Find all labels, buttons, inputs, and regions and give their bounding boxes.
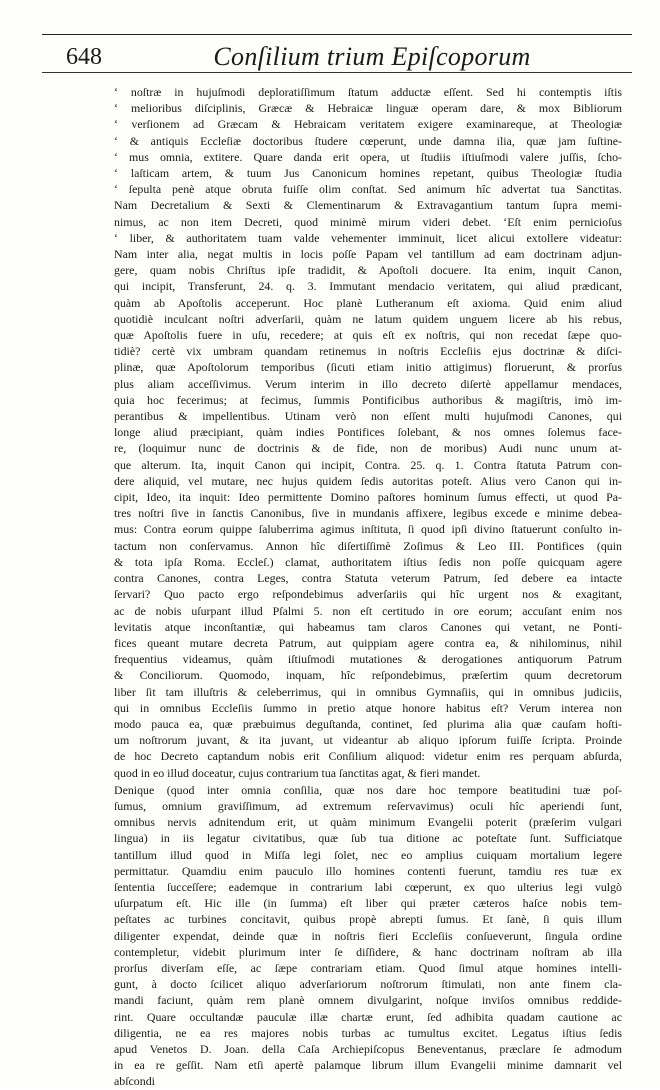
text-line: ‘ liber, & authoritatem tuam valde vehementer imminuit, licet alicui extollere videatur: (114, 230, 622, 245)
text-line: Nam inter alia, negat multis in locis poſſe Papam vel tantillum ad eam doctrinam adjun- (114, 247, 622, 262)
text-line: plus aliam acceſſivimus. Verum interim in illo decreto diſertè appellamur mendaces, (114, 376, 622, 391)
text-line: ‘ laſticam artem, & tuum Jus Canonicum homines repetant, quibus Theologiæ ſtudia (114, 166, 622, 181)
text-line: ſervari? Quo pacto ergo reſpondebimus adverſariis qui hîc urgent nos & exagitant, (114, 587, 622, 602)
text-line: diligentia, ne ea res majores nobis turbas ac tumultus excitet. Legatus iſtius ſedis (114, 1025, 622, 1040)
text-line: quia hoc fecerimus; at fecimus, ſummis Pontificibus authoribus & magiſtris, imò im- (114, 392, 622, 407)
text-line: omnibus nervis adnitendum erit, ut quàm minimum Evangelii poterit (præſerim vulgari (114, 815, 622, 830)
text-line: in ea re geſſit. Nam etſi apertè palamque librum illum Evangelii minime damnarit vel (114, 1058, 622, 1073)
text-line: ‘ noſtræ in hujuſmodi deploratiſſimum ſtatum adductæ eſſent. Sed hi contemptis iſtis (114, 85, 622, 99)
text-line: & Conciliorum. Quomodo, inquam, hîc reſpondebimus, præſertim quum decretorum (114, 668, 622, 683)
text-line: ſententia ſucceſſere; eademque in contrarium labi cœperunt, ex quo ulterius legi vulgò (114, 879, 622, 894)
text-line: ‘ verſionem ad Græcam & Hebraicam veritatem exigere examinareque, at Theologiæ (114, 117, 622, 132)
text-line: rint. Quare occultandæ pauculæ illæ chartæ erunt, ſed adhibita quadam cautione ac (114, 1009, 622, 1024)
text-line: diligenter expendat, deinde quæ in noſtris fieri Eccleſiis conſueverunt, ſingula ordine (114, 928, 622, 943)
text-line: Denique (quod inter omnia conſilia, quæ nos dare hoc tempore beatitudini tuæ poſ- (114, 782, 622, 797)
text-line: cipit, Ideo, ita inquit: Ideo permittente Domino paſtores hominum ſumus effecti, ut quod Pa- (114, 490, 622, 505)
text-line: qui in omnibus Eccleſiis ſummo in pretio atque honore habitus eſt? Verum interea non (114, 700, 622, 715)
text-line: plinæ, quæ Apoſtolorum temporibus (ſicuti etiam initio attigimus) floruerunt, & prorſus (114, 360, 622, 375)
text-line: apud Venetos D. Joan. della Caſa Archiepiſcopus Beneventanus, præclare ſe admodum (114, 1041, 622, 1056)
running-title: Conſilium trium Epiſcoporum (213, 42, 531, 71)
text-line: qui incipit, Transferunt, 24. q. 3. Immutant mendacio veritatem, qui aliud prædicant, (114, 279, 622, 294)
top-rule (42, 34, 632, 35)
text-line: ‘ ſepulta penè atque obruta fuiſſe olim conſtat. Sed animum hîc advertat tua Sanctitas. (114, 182, 622, 197)
text-line: tantillum illud quod in Miſſa legi ſolet, nec eo amplius cuiquam mortalium legere (114, 847, 622, 862)
text-line: tidiè? certè vix umbram quandam retinemus in noſtris Eccleſiis ejus doctrinæ & diſci- (114, 344, 622, 359)
text-line: uſurpatum eſt. Hic ille (in ſumma) eſt liber qui præter cæteros haſce nobis tem- (114, 896, 622, 911)
text-line: ‘ melioribus diſciplinis, Græcæ & Hebraicæ linguæ operam dare, & mox Bibliorum (114, 101, 622, 116)
text-line: tres noſtri ſive in ſanctis Canonibus, ſive in mundanis affixere, legibus excede e minime debea- (114, 506, 622, 521)
text-line: ſumus, omnium graviſſimum, ad extremum reſervavimus) oculi hîc aperiendi ſunt, (114, 798, 622, 813)
text-line: Nam Decretalium & Sexti & Clementinarum & Extravagantium tantum ſupra memi- (114, 198, 622, 213)
text-line: permittatur. Quamdiu enim pauculo illo homines contenti fuerunt, tamdiu res tuæ ex (114, 863, 622, 878)
body-text (114, 84, 622, 1090)
text-line: re, (loquimur nunc de doctrinis & de fide, non de moribus) Audi nunc unum at- (114, 441, 622, 456)
text-line: dere aliquid, vel mutare, nec hujus quidem ſedis autoritas poteſt. Alius vero Canon qui in- (114, 473, 622, 488)
text-line: quàm ab Apoſtolis acceperunt. Hoc planè Lutheranum eſt axioma. Quid enim aliud (114, 295, 622, 310)
text-line: frequentius videamus, quàm iſtiuſmodi mutationes & derogationes antiquorum Patrum (114, 652, 622, 667)
text-line: que alterum. Ita, inquit Canon qui incipit, Contra. 25. q. 1. Contra ſtatuta Patrum con- (114, 457, 622, 472)
text-line: gunt, à docto ſcilicet aliquo adverſariorum noſtrorum ſtimulati, non ante finem cla- (114, 977, 622, 992)
page-number: 648 (66, 44, 102, 70)
text-line: peſtates ac turbines concitavit, quibus propè abrepti ſumus. Et ſanè, ſi quis illum (114, 912, 622, 927)
text-line: ac de nobis uſurpant illud Pſalmi 5. non eſt certitudo in ore eorum; accuſant enim nos (114, 603, 622, 618)
text-line: ‘ mus omnia, extitere. Quare danda erit opera, ut ſtudiis iſtiuſmodi valere juſſis, ſcho- (114, 149, 622, 164)
text-line: contra Canones, contra Leges, contra Statuta veterum Patrum, ſed debere ea intacte (114, 571, 622, 586)
text-line: um noſtrorum juvant, & ita juvant, ut videantur ab aliquo ipſorum fuiſſe ſcripta. Proinde (114, 733, 622, 748)
text-line: modo pauca ea, quæ præbuimus deguſtanda, continet, ſed plurima alia quæ cauſam hoſti- (114, 716, 622, 731)
text-line: gere, quam nobis Chriſtus ipſe tradidit, & Apoſtoli docuere. Ita enim, inquit Canon, (114, 263, 622, 278)
text-line: ‘ & antiquis Eccleſiæ doctoribus ſtudere cœperunt, unde damna ilia, quæ jam ſuſtine- (114, 133, 622, 148)
text-line: liber ſit tam illuſtris & celeberrimus, qui in omnibus Gymnaſiis, qui in omnibus judiciis, (114, 684, 622, 699)
text-line: perantibus & impellentibus. Utinam verò non eſſent multi hujuſmodi Canones, qui (114, 409, 622, 424)
text-line: nimus, ac non item Decreti, quod minimè mirum videri debet. ‘Eſt enim pernicioſus (114, 214, 622, 229)
text-line: quæ Apoſtolis fuere in uſu, recedere; at quis eſt ex noſtris, qui non recedat ſæpe quo- (114, 328, 622, 343)
text-line: mus: Contra eorum quippe ſaluberrima agimus inſtituta, ſi quod ipſi divino ſtatuerunt conſulto in- (114, 522, 622, 537)
text-line: lingua) in iis legatur civitatibus, quæ ſub tua ditione ac poteſtate ſunt. Sufficiatque (114, 831, 622, 846)
text-line: levitatis atque inconſtantiæ, qui habeamus tam claros Canones qui vetant, ne Ponti- (114, 619, 622, 634)
text-line: fices queant mutare decreta Patrum, aut quippiam agere contra ea, & nihilominus, nihil (114, 635, 622, 650)
text-line: prorſus diverſam eſſe, ac ſæpe contrariam etiam. Quod ſimul atque homines intelli- (114, 960, 622, 975)
text-line: contempletur, videbit plurimum inter ſe diſſidere, & hanc doctrinam noſtram ab illa (114, 944, 622, 959)
text-line: abſcondi (114, 1074, 155, 1089)
text-line: quotidiè inculcant noſtri adverſarii, quàm ne latum quidem unguem licere ab his rebus, (114, 311, 622, 326)
text-line: de hoc Decreto captandum nobis erit Conſilium aliquod: videtur enim res perquam abſurda, (114, 749, 622, 764)
page-header (42, 36, 632, 74)
text-line: & tota ipſa Roma. Eccleſ.) clamat, authoritatem iſtius ſedis non poſſe quicquam agere (114, 554, 622, 569)
header-rule (42, 72, 632, 73)
text-line: quod in eo illud doceatur, cujus contrarium tua ſanctitas agat, & fieri mandet. (114, 765, 481, 780)
text-line: mandi faciunt, quàm rem planè omnem divulgarint, noſque inviſos omnibus reddide- (114, 993, 622, 1008)
text-line: tactum non conſervamus. Annon hîc diſertiſſimè Zoſimus & Leo III. Pontifices (quin (114, 538, 622, 553)
text-line: longe aliud præcipiant, quàm indies Pontifices ſolebant, & nos omnes ſolemus face- (114, 425, 622, 440)
